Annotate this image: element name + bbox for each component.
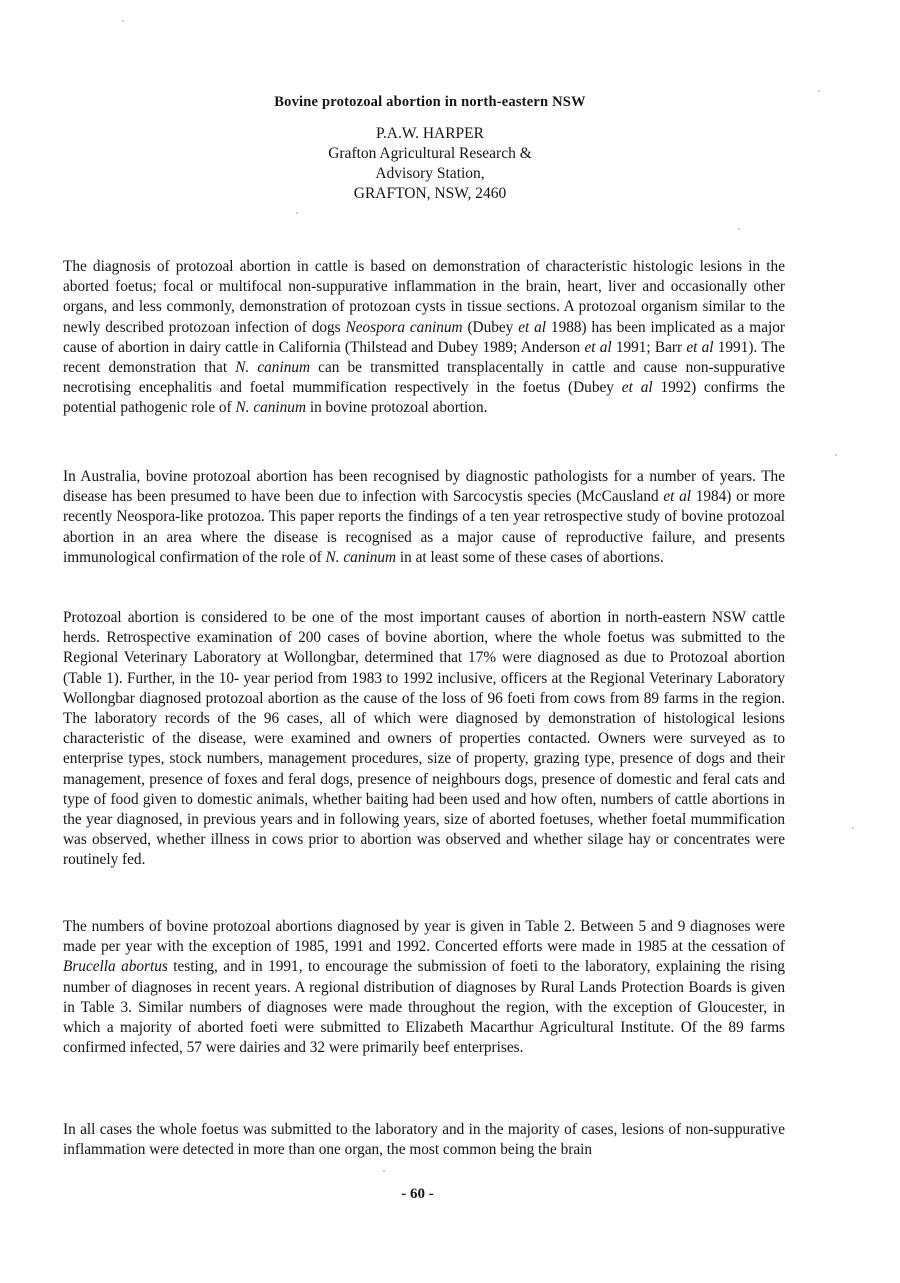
text-run: In Australia, bovine protozoal abortion has been recognised by diagnostic pathologists for a number of years. The disease has been presumed to have been due to infection with Sarcocystis species (McCausland — [63, 468, 785, 506]
scan-speck — [383, 1170, 385, 1172]
text-run: The numbers of bovine protozoal abortions diagnosed by year is given in Table 2. Between 5 and 9 diagnoses were made per year with the exception of 1985, 1991 and 1992. Concerted efforts were made in 1985 at the cessation of — [63, 918, 785, 956]
italic-text: Neospora caninum — [345, 318, 463, 336]
italic-text: N. caninum — [235, 399, 307, 417]
body-paragraph — [63, 257, 785, 419]
italic-text: et al — [584, 338, 612, 356]
author-block — [0, 124, 860, 204]
text-run: 1991; Barr — [611, 338, 687, 356]
text-run: 1991). The recent demonstration that — [63, 338, 785, 377]
text-run: 1984) or more recently Neospora-like protozoa. This paper reports the findings of a ten year retrospective study of bovine protozoal abortion in an area where the disease is recognised as a major cause of reproductive failure, and presents immunological confirmation of the role of — [63, 488, 785, 566]
scan-speck — [852, 827, 854, 829]
affiliation-line: GRAFTON, NSW, 2460 — [353, 185, 507, 202]
text-run: Protozoal abortion is considered to be one of the most important causes of abortion in north-eastern NSW cattle herds. Retrospective examination of 200 cases of bovine abortion, where the whole foetus was submitted to the Regional Veterinary Laboratory at Wollongbar, determined that 17% were diagnosed as due to Protozoal abortion (Table 1). Further, in the 10- year period from 1983 to 1992 inclusive, officers at the Regional Veterinary Laboratory Wollongbar diagnosed protozoal abortion as the cause of the loss of 96 foeti from cows from 89 farms in the region. The laboratory records of the 96 cases, all of which were diagnosed by demonstration of histological lesions characteristic of the disease, were examined and owners of properties contacted. Owners were surveyed as to enterprise types, stock numbers, management procedures, size of property, grazing type, presence of dogs and their management, presence of foxes and feral dogs, presence of neighbours dogs, presence of domestic and feral cats and type of food given to domestic animals, whether baiting had been used and how often, numbers of cattle abortions in the year diagnosed, in previous years and in following years, size of aborted foetuses, whether foetal mummification was observed, whether illness in cows prior to abortion was observed and whether silage hay or concentrates were routinely fed. — [63, 609, 785, 869]
scan-speck — [122, 20, 124, 22]
text-run: in bovine protozoal abortion. — [306, 399, 488, 417]
scan-speck — [738, 228, 740, 230]
affiliation-line: Grafton Agricultural Research & — [328, 145, 532, 162]
italic-text: et al — [621, 379, 653, 397]
paper-title: Bovine protozoal abortion in north-eastern NSW — [274, 94, 586, 110]
body-paragraph — [63, 467, 785, 568]
affiliation-line: Advisory Station, — [375, 165, 485, 182]
italic-text: Brucella abortus — [63, 958, 168, 976]
text-run: 1992) confirms the potential pathogenic role of — [63, 379, 785, 417]
italic-text: et al — [518, 318, 547, 336]
italic-text: et al — [663, 488, 691, 506]
italic-text: et al — [686, 338, 714, 356]
text-run: testing, and in 1991, to encourage the submission of foeti to the laboratory, explaining the rising number of diagnoses in recent years. A regional distribution of diagnoses by Rural Lands Protection Boards is given in Table 3. Similar numbers of diagnoses were made throughout the region, with the exception of Gloucester, in which a majority of aborted foeti were submitted to Elizabeth Macarthur Agricultural Institute. Of the 89 farms confirmed infected, 57 were dairies and 32 were primarily beef enterprises. — [63, 958, 785, 1057]
author-name: P.A.W. HARPER — [376, 125, 484, 142]
italic-text: N. caninum — [235, 359, 311, 377]
text-run: can be transmitted transplacentally in cattle and cause non-suppurative necrotising encephalitis and foetal mummification respectively in the foetus (Dubey — [63, 359, 785, 397]
text-run: (Dubey — [462, 318, 519, 336]
text-run: 1988) has been implicated as a major cause of abortion in dairy cattle in California (Thilstead and Dubey 1989; Anderson — [63, 318, 785, 356]
scan-speck — [296, 212, 298, 214]
scan-speck — [818, 90, 820, 92]
body-paragraph — [63, 917, 785, 1058]
scan-speck — [835, 454, 837, 456]
body-paragraph — [63, 608, 785, 871]
page-number: - 60 - — [401, 1186, 434, 1202]
body-paragraph — [63, 1120, 785, 1160]
italic-text: N. caninum — [325, 548, 397, 566]
text-run: In all cases the whole foetus was submitted to the laboratory and in the majority of cases, lesions of non-suppurative inflammation were detected in more than one organ, the most common being the brain — [63, 1121, 785, 1159]
text-run: The diagnosis of protozoal abortion in cattle is based on demonstration of characteristic histologic lesions in the aborted foetus; focal or multifocal non-suppurative inflammation in the brain, heart, liver and occasionally other organs, and less commonly, demonstration of protozoan cysts in tissue sections. A protozoal organism similar to the newly described protozoan infection of dogs — [63, 258, 785, 336]
text-run: in at least some of these cases of abortions. — [396, 548, 664, 566]
